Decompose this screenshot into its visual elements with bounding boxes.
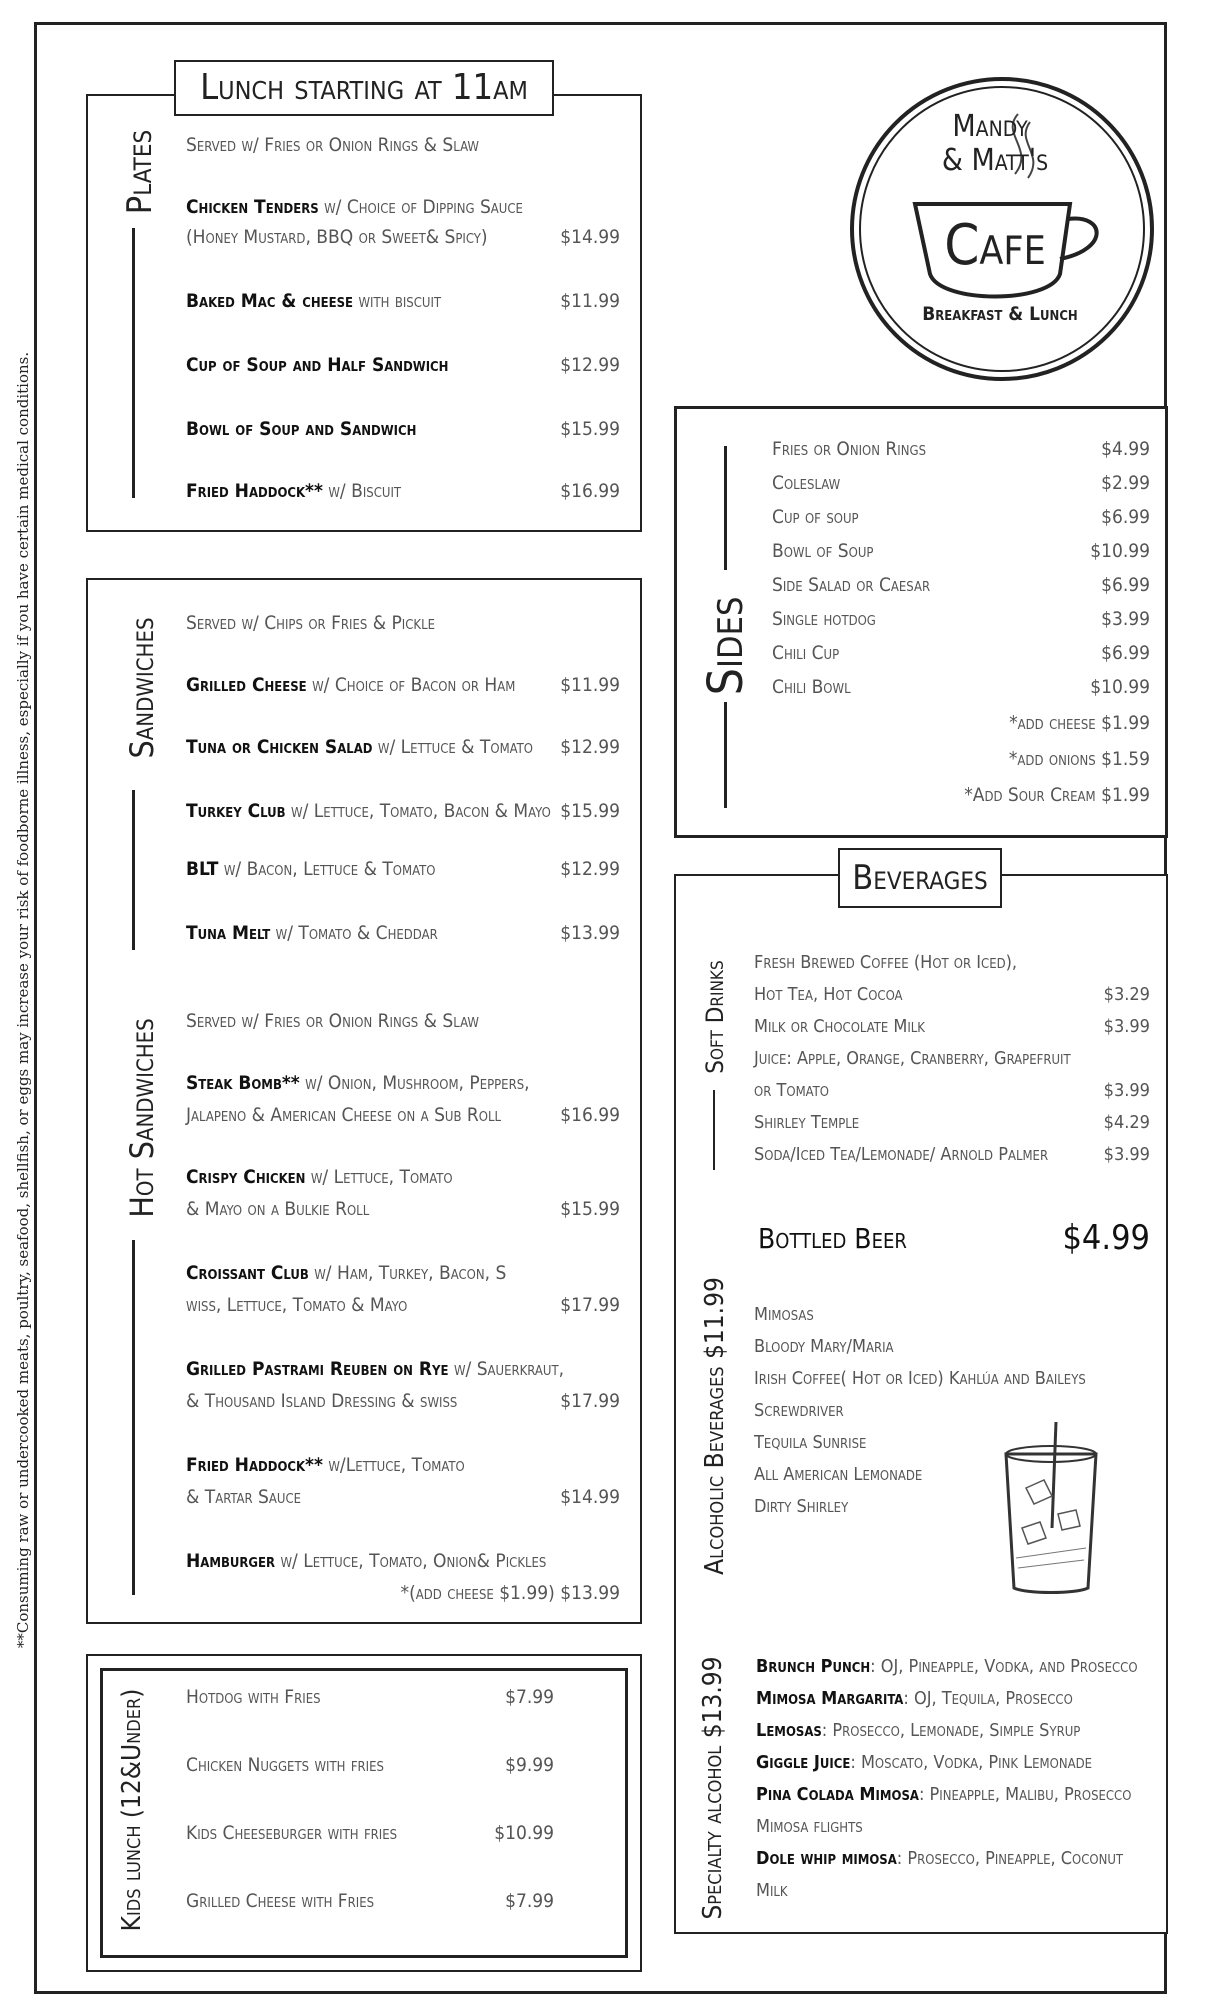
hot-item (186, 1358, 564, 1380)
plate-item-price: $12.99 (560, 354, 620, 376)
hot-item-price: $17.99 (560, 1294, 620, 1316)
alcoholic-item: Screwdriver (754, 1400, 844, 1421)
hot-item (186, 1166, 453, 1188)
beverages-header: Beverages (838, 848, 1002, 908)
sandwich-item (186, 736, 533, 758)
specialty-item (756, 1848, 1123, 1869)
hot-item-desc2: wiss, Lettuce, Tomato & Mayo (186, 1294, 408, 1316)
specialty-item-desc: Milk (756, 1880, 788, 1901)
side-item-name: Cup of soup (772, 506, 859, 528)
sides-rule-bottom (724, 702, 727, 808)
specialty-item (756, 1656, 1138, 1677)
side-item-price: $2.99 (1101, 472, 1150, 494)
plates-label: Plates (120, 129, 160, 215)
sandwich-item-price: $11.99 (560, 674, 620, 696)
side-item-price: $10.99 (1090, 540, 1150, 562)
sandwich-item-price: $15.99 (560, 800, 620, 822)
specialty-item-name: Lemosas (756, 1720, 822, 1741)
sandwich-item-name: Tuna Melt (186, 922, 271, 944)
side-item-name: Chili Cup (772, 642, 840, 664)
plate-item-name: Chicken Tenders (186, 196, 319, 218)
specialty-item-name: Giggle Juice (756, 1752, 851, 1773)
plate-item-price: $11.99 (560, 290, 620, 312)
specialty-item-desc: : Prosecco, Pineapple, Coconut (896, 1848, 1124, 1869)
soft-drink-name: Juice: Apple, Orange, Cranberry, Grapefruit (754, 1048, 1071, 1069)
sandwiches-note: Served w/ Chips or Fries & Pickle (186, 612, 435, 634)
hot-item-name: Crispy Chicken (186, 1166, 306, 1188)
cocktail-glass-icon (996, 1418, 1106, 1598)
bottled-beer-label: Bottled Beer (758, 1222, 907, 1255)
hot-item-desc2: *(add cheese $1.99) $13.99 (400, 1582, 620, 1604)
plates-rule (132, 228, 135, 498)
plate-item-name: Fried Haddock** (186, 480, 323, 502)
side-addon: *add onions $1.59 (1008, 748, 1150, 770)
bottled-beer-price: $4.99 (1062, 1218, 1150, 1258)
side-addon: *Add Sour Cream $1.99 (964, 784, 1150, 806)
hot-item-price: $17.99 (560, 1390, 620, 1412)
specialty-item (756, 1880, 788, 1901)
specialty-item-name: Dole whip mimosa (756, 1848, 897, 1869)
plate-item-desc2: (Honey Mustard, BBQ or Sweet& Spicy) (186, 226, 488, 248)
alcoholic-item: Dirty Shirley (754, 1496, 849, 1517)
specialty-item-desc: Mimosa flights (756, 1816, 863, 1837)
hot-item-desc2: Jalapeno & American Cheese on a Sub Roll (186, 1104, 502, 1126)
side-item-price: $6.99 (1101, 574, 1150, 596)
hot-item (186, 1072, 530, 1094)
side-item-name: Fries or Onion Rings (772, 438, 926, 460)
sandwich-item-price: $12.99 (560, 736, 620, 758)
plates-box (86, 94, 642, 532)
alcoholic-item: Bloody Mary/Maria (754, 1336, 894, 1357)
specialty-item-desc: : Moscato, Vodka, Pink Lemonade (850, 1752, 1092, 1773)
plate-item-desc: w/ Biscuit (322, 480, 402, 502)
sandwich-item-desc: w/ Choice of Bacon or Ham (306, 674, 516, 696)
kids-item-price: $7.99 (505, 1686, 554, 1708)
kids-item-name: Hotdog with Fries (186, 1686, 321, 1708)
side-item-price: $6.99 (1101, 506, 1150, 528)
alcoholic-item: Tequila Sunrise (754, 1432, 867, 1453)
sandwich-item-desc: w/ Bacon, Lettuce & Tomato (218, 858, 436, 880)
soft-drink-name: Hot Tea, Hot Cocoa (754, 984, 903, 1005)
side-item-name: Chili Bowl (772, 676, 851, 698)
specialty-item-name: Brunch Punch (756, 1656, 871, 1677)
sandwich-item-price: $12.99 (560, 858, 620, 880)
hot-item-name: Steak Bomb** (186, 1072, 300, 1094)
sandwich-item-desc: w/ Lettuce & Tomato (372, 736, 534, 758)
plate-item-price: $15.99 (560, 418, 620, 440)
sandwich-item-desc: w/ Tomato & Cheddar (270, 922, 438, 944)
sandwich-item-name: Turkey Club (186, 800, 286, 822)
sides-label: Sides (698, 596, 754, 696)
side-item-name: Single hotdog (772, 608, 876, 630)
soft-drink-name: Fresh Brewed Coffee (Hot or Iced), (754, 952, 1018, 973)
plate-item (186, 354, 448, 376)
plate-item-desc: with biscuit (353, 290, 442, 312)
specialty-label: Specialty alcohol $13.99 (698, 1656, 728, 1920)
hot-item-desc: w/ Lettuce, Tomato (305, 1166, 453, 1188)
side-item-price: $10.99 (1090, 676, 1150, 698)
specialty-item-desc: : OJ, Pineapple, Vodka, and Prosecco (870, 1656, 1138, 1677)
hot-item (186, 1262, 506, 1284)
hot-rule (132, 1240, 135, 1595)
specialty-item (756, 1688, 1073, 1709)
plate-item (186, 290, 441, 312)
alcoholic-label: Alcoholic Beverages $11.99 (700, 1277, 730, 1575)
hot-item-price: $16.99 (560, 1104, 620, 1126)
soft-drink-name: Shirley Temple (754, 1112, 860, 1133)
specialty-item-name: Pina Colada Mimosa (756, 1784, 919, 1805)
plate-item-name: Bowl of Soup and Sandwich (186, 418, 417, 440)
hot-item (186, 1550, 546, 1572)
soft-drinks-label: Soft Drinks (701, 960, 729, 1074)
hot-label: Hot Sandwiches (123, 1018, 161, 1218)
soft-drink-price: $3.99 (1103, 1080, 1150, 1101)
alcoholic-item: All American Lemonade (754, 1464, 923, 1485)
sandwich-item-price: $13.99 (560, 922, 620, 944)
plate-item-name: Cup of Soup and Half Sandwich (186, 354, 449, 376)
soft-drink-name: Soda/Iced Tea/Lemonade/ Arnold Palmer (754, 1144, 1049, 1165)
kids-item-price: $9.99 (505, 1754, 554, 1776)
hot-item-desc2: & Tartar Sauce (186, 1486, 302, 1508)
hot-item-desc: w/ Sauerkraut, (448, 1358, 565, 1380)
logo-line1: Mandy (952, 109, 1028, 144)
kids-item-name: Grilled Cheese with Fries (186, 1890, 375, 1912)
plate-item-price: $16.99 (560, 480, 620, 502)
hot-item-name: Fried Haddock** (186, 1454, 323, 1476)
hot-item-desc: w/Lettuce, Tomato (322, 1454, 465, 1476)
side-item-price: $6.99 (1101, 642, 1150, 664)
kids-item-name: Chicken Nuggets with fries (186, 1754, 384, 1776)
soft-drink-price: $3.29 (1103, 984, 1150, 1005)
hot-note: Served w/ Fries or Onion Rings & Slaw (186, 1010, 479, 1032)
soft-drink-price: $3.99 (1103, 1016, 1150, 1037)
hot-item-desc: w/ Ham, Turkey, Bacon, S (308, 1262, 507, 1284)
hot-item-desc2: & Thousand Island Dressing & swiss (186, 1390, 458, 1412)
hot-item-desc2: & Mayo on a Bulkie Roll (186, 1198, 370, 1220)
side-item-name: Side Salad or Caesar (772, 574, 931, 596)
side-item-price: $3.99 (1101, 608, 1150, 630)
plate-item-name: Baked Mac & cheese (186, 290, 354, 312)
lunch-header: Lunch starting at 11am (174, 60, 554, 116)
kids-box-inner (100, 1668, 628, 1958)
sandwich-item (186, 858, 435, 880)
specialty-item-desc: : Prosecco, Lemonade, Simple Syrup (821, 1720, 1081, 1741)
cafe-logo (840, 74, 1170, 384)
side-item-price: $4.99 (1101, 438, 1150, 460)
kids-label: Kids lunch (12&Under) (117, 1688, 147, 1932)
sandwich-item-name: Tuna or Chicken Salad (186, 736, 373, 758)
sandwich-item (186, 800, 551, 822)
alcoholic-item: Irish Coffee( Hot or Iced) Kahlúa and Baileys (754, 1368, 1086, 1389)
sandwich-item-name: BLT (186, 858, 219, 880)
specialty-item-name: Mimosa Margarita (756, 1688, 904, 1709)
plate-item (186, 418, 416, 440)
specialty-item (756, 1784, 1131, 1805)
hot-item-name: Hamburger (186, 1550, 276, 1572)
plate-item-desc: w/ Choice of Dipping Sauce (318, 196, 523, 218)
disclaimer: **Consuming raw or undercooked meats, poultry, seafood, shellfish, or eggs may increase your risk of foodborne illness, especially if you have certain medical conditions. (14, 351, 32, 1649)
plate-item (186, 480, 401, 502)
hot-item-name: Grilled Pastrami Reuben on Rye (186, 1358, 449, 1380)
specialty-item (756, 1720, 1080, 1741)
soft-rule (713, 1090, 715, 1170)
sandwich-item (186, 922, 438, 944)
soft-drink-name: Milk or Chocolate Milk (754, 1016, 925, 1037)
hot-item-desc: w/ Lettuce, Tomato, Onion& Pickles (275, 1550, 547, 1572)
kids-item-name: Kids Cheeseburger with fries (186, 1822, 398, 1844)
side-addon: *add cheese $1.99 (1009, 712, 1150, 734)
side-item-name: Bowl of Soup (772, 540, 874, 562)
plates-note: Served w/ Fries or Onion Rings & Slaw (186, 134, 479, 156)
soft-drink-price: $3.99 (1103, 1144, 1150, 1165)
hot-item-name: Croissant Club (186, 1262, 309, 1284)
sandwich-item (186, 674, 515, 696)
sides-rule-top (724, 446, 727, 570)
sandwich-item-name: Grilled Cheese (186, 674, 307, 696)
logo-line4: Breakfast & Lunch (922, 303, 1078, 325)
kids-item-price: $10.99 (494, 1822, 554, 1844)
specialty-item (756, 1816, 863, 1837)
plate-item (186, 196, 523, 218)
specialty-item-desc: : Pineapple, Malibu, Prosecco (918, 1784, 1132, 1805)
logo-line3: Cafe (944, 213, 1046, 278)
specialty-item-desc: : OJ, Tequila, Prosecco (903, 1688, 1073, 1709)
plate-item-price: $14.99 (560, 226, 620, 248)
side-item-name: Coleslaw (772, 472, 841, 494)
soft-drink-price: $4.29 (1103, 1112, 1150, 1133)
hot-item-desc: w/ Onion, Mushroom, Peppers, (299, 1072, 530, 1094)
specialty-item (756, 1752, 1092, 1773)
sandwiches-rule (132, 790, 135, 950)
sandwiches-label: Sandwiches (123, 617, 161, 759)
hot-item-price: $15.99 (560, 1198, 620, 1220)
hot-item (186, 1454, 465, 1476)
logo-line2: & Matt's (941, 143, 1049, 178)
alcoholic-item: Mimosas (754, 1304, 814, 1325)
soft-drink-name: or Tomato (754, 1080, 829, 1101)
kids-item-price: $7.99 (505, 1890, 554, 1912)
hot-item-price: $14.99 (560, 1486, 620, 1508)
sandwich-item-desc: w/ Lettuce, Tomato, Bacon & Mayo (285, 800, 551, 822)
